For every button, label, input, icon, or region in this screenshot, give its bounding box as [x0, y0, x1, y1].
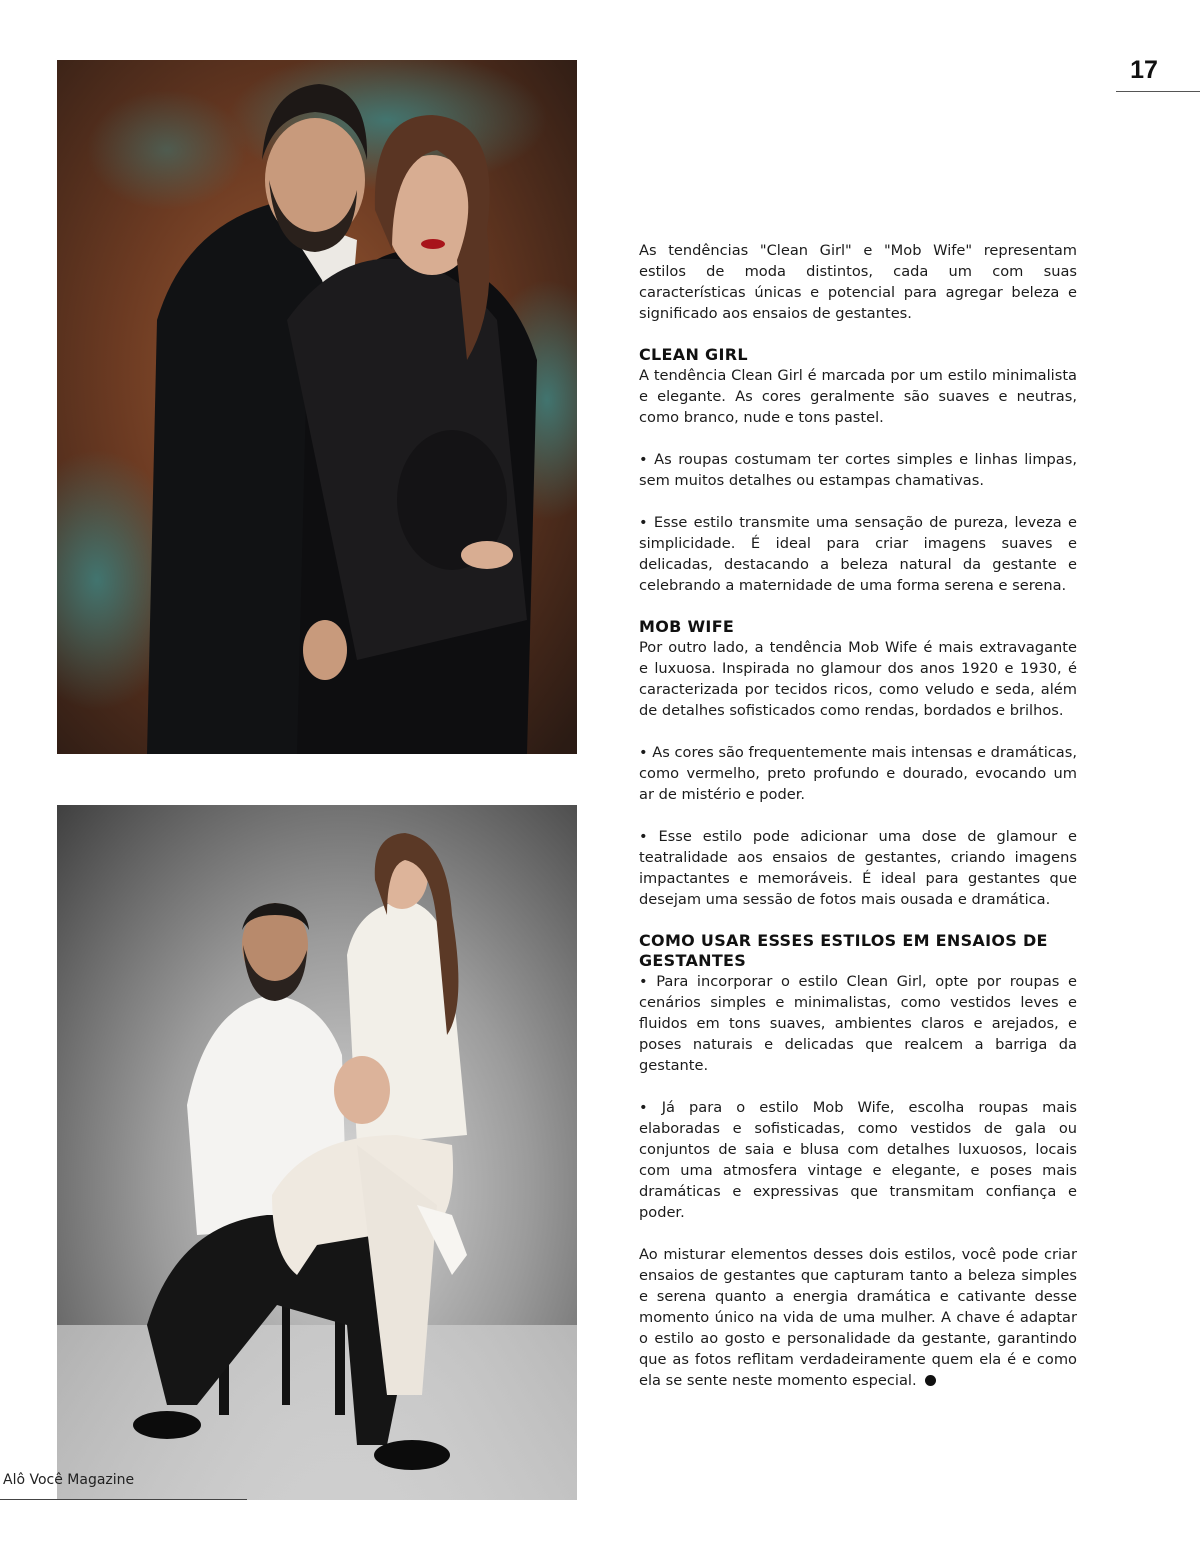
how-to-bullet-1: • Para incorporar o estilo Clean Girl, opte por roupas e cenários simples e minimalistas, como vestidos leves e fluidos em tons suaves, ambientes claros e arejados, e poses naturais e delicadas que realcem a barriga da gestante.	[639, 973, 1077, 1074]
clean-girl-bullet-1: • As roupas costumam ter cortes simples e linhas limpas, sem muitos detalhes ou estampas chamativas.	[639, 451, 1077, 489]
heading-mob-wife: MOB WIFE	[639, 617, 735, 636]
footer-rule	[0, 1499, 247, 1500]
heading-clean-girl: CLEAN GIRL	[639, 345, 748, 364]
photo-couple-dark-portrait	[57, 60, 577, 754]
couple-white-studio-image	[57, 805, 577, 1500]
couple-dark-portrait-image	[57, 60, 577, 754]
article-intro: As tendências "Clean Girl" e "Mob Wife" representam estilos de moda distintos, cada um com suas características únicas e potencial para agregar beleza e significado aos ensaios de gestantes.	[639, 242, 1077, 322]
mob-wife-paragraph-1: Por outro lado, a tendência Mob Wife é mais extravagante e luxuosa. Inspirada no glamour dos anos 1920 e 1930, é caracterizada por tecidos ricos, como veludo e seda, além de detalhes sofisticados como rendas, bordados e brilhos.	[639, 639, 1077, 719]
mob-wife-bullet-1: • As cores são frequentemente mais intensas e dramáticas, como vermelho, preto profundo e dourado, evocando um ar de mistério e poder.	[639, 744, 1077, 803]
clean-girl-paragraph-1: A tendência Clean Girl é marcada por um estilo minimalista e elegante. As cores geralmente são suaves e neutras, como branco, nude e tons pastel.	[639, 367, 1077, 426]
clean-girl-bullet-2: • Esse estilo transmite uma sensação de pureza, leveza e simplicidade. É ideal para criar imagens suaves e delicadas, destacando a beleza natural da gestante e celebrando a maternidade de uma forma serena e serena.	[639, 514, 1077, 594]
page-number: 17	[1130, 56, 1158, 84]
magazine-brand: Alô Você Magazine	[3, 1472, 135, 1488]
end-of-article-dot-icon	[925, 1375, 936, 1386]
conclusion-paragraph	[639, 1244, 1077, 1391]
page-number-rule	[1116, 91, 1200, 92]
photo-couple-white-studio	[57, 805, 577, 1500]
mob-wife-bullet-2: • Esse estilo pode adicionar uma dose de glamour e teatralidade aos ensaios de gestantes, criando imagens impactantes e memoráveis. É ideal para gestantes que desejam uma sessão de fotos mais ousada e dramática.	[639, 828, 1077, 908]
article-body	[639, 240, 1077, 1391]
how-to-bullet-2: • Já para o estilo Mob Wife, escolha roupas mais elaboradas e sofisticadas, como vestidos de gala ou conjuntos de saia e blusa com detalhes luxuosos, locais com uma atmosfera vintage e elegante, e poses mais dramáticas e expressivas que transmitam confiança e poder.	[639, 1099, 1077, 1221]
heading-how-to-use: COMO USAR ESSES ESTILOS EM ENSAIOS DE GESTANTES	[639, 931, 1048, 970]
conclusion-text: Ao misturar elementos desses dois estilos, você pode criar ensaios de gestantes que capturam tanto a beleza simples e serena quanto a energia dramática e cativante desse momento único na vida de uma mulher. A chave é adaptar o estilo ao gosto e personalidade da gestante, garantindo que as fotos reflitam verdadeiramente quem ela é e como ela se sente neste momento especial.	[639, 1246, 1077, 1389]
